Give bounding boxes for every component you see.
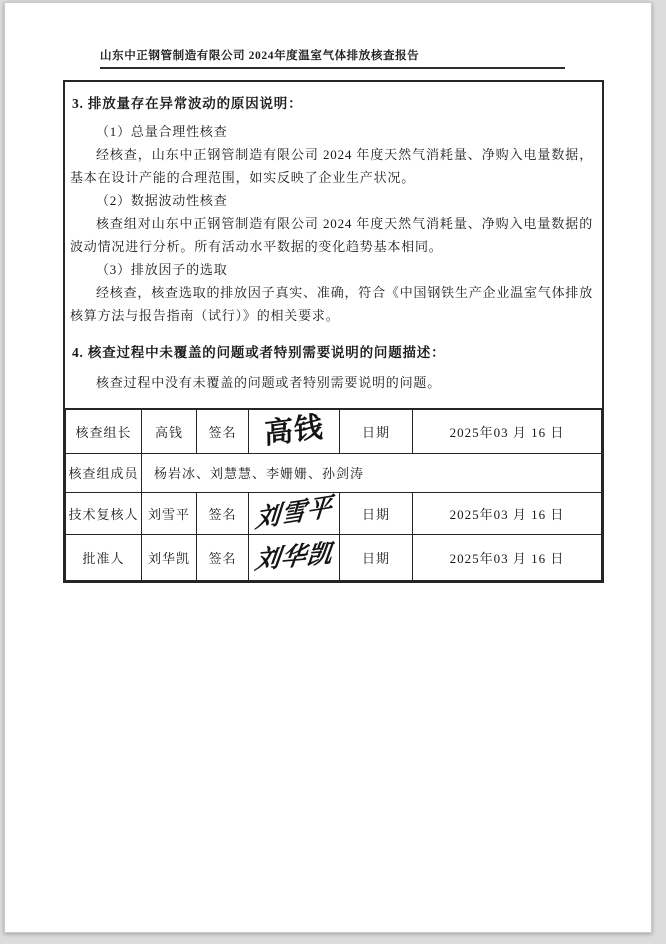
date-label-cell: 日期 [340,492,413,534]
section-4-paragraph-1: 核查过程中没有未覆盖的问题或者特别需要说明的问题。 [96,375,442,390]
date-label-cell: 日期 [340,534,413,580]
signature-handwriting: 高钱 [263,411,325,451]
date-value-cell: 2025年03 月 16 日 [413,534,602,580]
date-label-cell: 日期 [340,409,413,453]
section-3-paragraph-3: 经核查，核查选取的排放因子真实、准确，符合《中国钢铁生产企业温室气体排放核算方法与报告指南（试行）》的相关要求。 [70,285,593,323]
signature-cell [249,534,340,580]
date-value-cell: 2025年03 月 16 日 [413,492,602,534]
sign-label-cell: 签名 [197,492,249,534]
content-box [63,80,604,583]
signature-handwriting: 刘雪平 [254,493,334,533]
signature-cell [249,492,340,534]
text-area [65,82,602,408]
date-value-cell: 2025年03 月 16 日 [413,409,602,453]
members-cell: 杨岩冰、刘慧慧、李姗姗、孙剑涛 [142,453,602,492]
sign-label-cell: 签名 [197,534,249,580]
role-cell: 核查组长 [66,409,142,453]
report-header-title: 山东中正钢管制造有限公司 2024年度温室气体排放核查报告 [100,47,565,69]
document-page [4,2,652,933]
name-cell: 刘雪平 [142,492,197,534]
signature-handwriting: 刘华凯 [253,539,335,575]
table-row-technical-reviewer [66,492,602,534]
section-3-paragraph-2: 核查组对山东中正钢管制造有限公司 2024 年度天然气消耗量、净购入电量数据的波动情况进行分析。所有活动水平数据的变化趋势基本相同。 [70,216,593,254]
sign-label-cell: 签名 [197,409,249,453]
section-3-paragraph-1: 经核查，山东中正钢管制造有限公司 2024 年度天然气消耗量、净购入电量数据，基本在设计产能的合理范围，如实反映了企业生产状况。 [70,147,593,185]
section-3-heading: 3. 排放量存在异常波动的原因说明： [72,96,303,111]
signoff-table [65,408,602,581]
section-3-subheading-1: （1）总量合理性核查 [96,124,228,139]
section-3-subheading-3: （3）排放因子的选取 [96,262,228,277]
table-row-approver [66,534,602,580]
section-3-subheading-2: （2）数据波动性核查 [96,193,228,208]
table-row-team-leader [66,409,602,453]
role-cell: 核查组成员 [66,453,142,492]
section-4-heading: 4. 核查过程中未覆盖的问题或者特别需要说明的问题描述： [72,345,446,360]
name-cell: 高钱 [142,409,197,453]
role-cell: 批准人 [66,534,142,580]
table-row-team-members [66,453,602,492]
role-cell: 技术复核人 [66,492,142,534]
name-cell: 刘华凯 [142,534,197,580]
signature-cell [249,409,340,453]
